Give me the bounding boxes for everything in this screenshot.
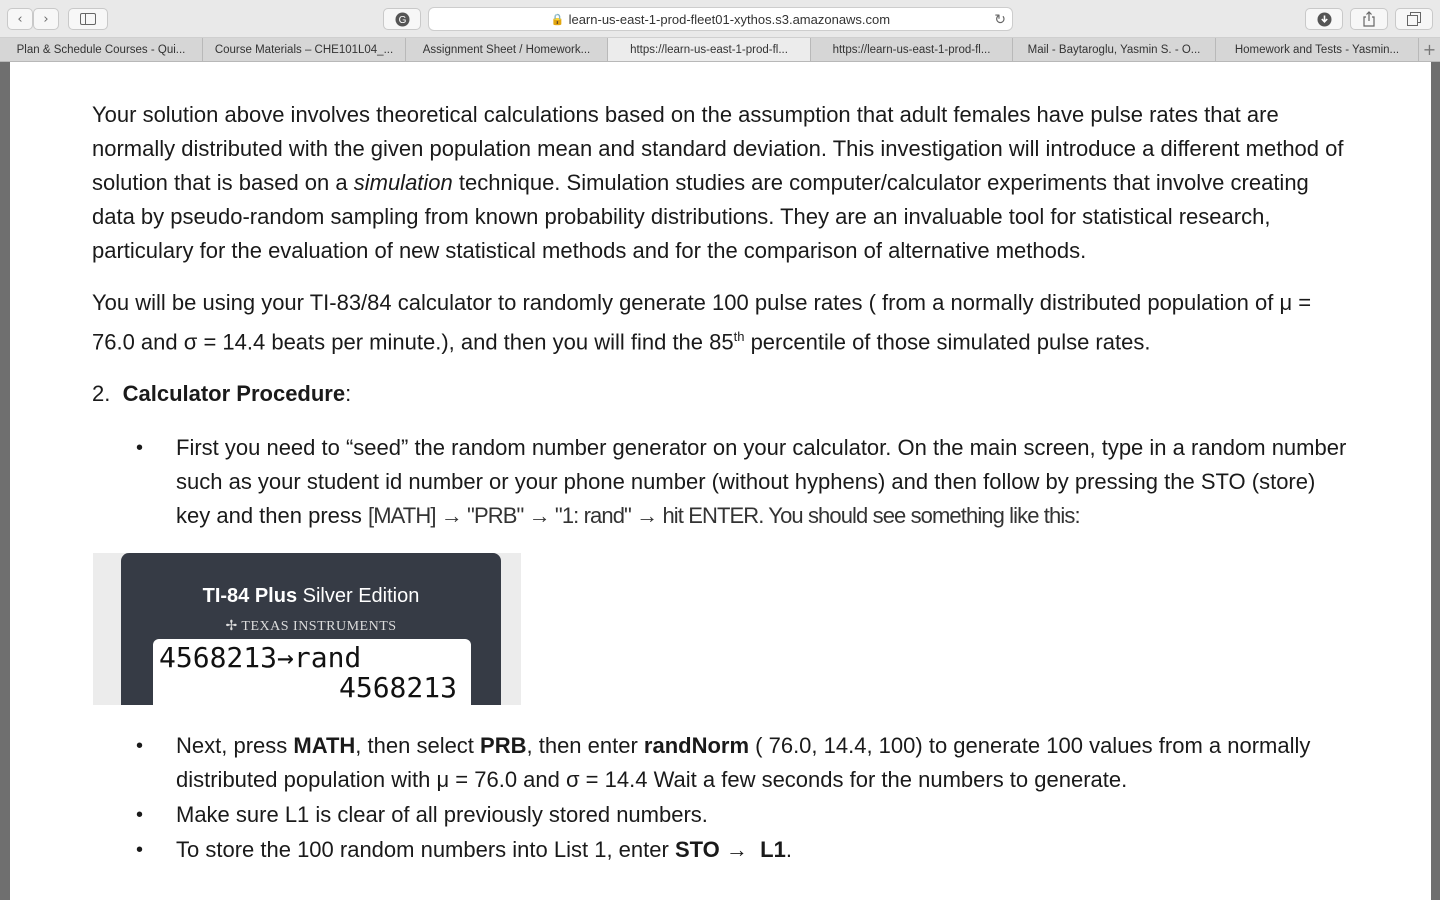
bullet-icon: • — [136, 804, 144, 827]
bullet-icon: • — [136, 735, 144, 758]
section-colon: : — [345, 381, 352, 407]
text-run: You will be using your TI-83/84 calculator to randomly generate 100 pulse rates ( from a normally distributed population of μ = 76.0 and σ = 14.4 beats per minute.), and then you will find the 85 — [92, 290, 1312, 355]
task-paragraph — [92, 286, 1354, 359]
tab-bar — [0, 38, 1440, 62]
forward-button[interactable] — [33, 8, 59, 30]
bold-text: PRB — [480, 733, 527, 759]
plus-icon: + — [1422, 40, 1437, 59]
text-run: Next, press — [176, 733, 294, 759]
text-run: First you need to “seed” the random number generator on your calculator. On the main screen, type in a random number such as your student id number or your phone number (without hyphens) and then follow by pressing the STO (store) key and then press — [176, 435, 1347, 529]
tab-overview-button[interactable] — [1395, 8, 1433, 30]
screen-line-input: 4568213→rand — [159, 641, 362, 675]
new-tab-button[interactable] — [1419, 38, 1440, 61]
procedure-list — [92, 729, 1354, 867]
calculator-body — [121, 553, 501, 705]
bullet-icon: • — [136, 437, 144, 460]
document-content — [92, 98, 1354, 867]
section-heading — [92, 377, 1354, 411]
screen-line-result: 4568213 — [338, 671, 457, 705]
tab-label: Plan & Schedule Courses - Qui... — [16, 43, 186, 56]
tab-label: Course Materials – CHE101L04_... — [214, 43, 394, 56]
list-item — [92, 833, 1354, 867]
text-run: , then enter — [526, 733, 644, 759]
lock-icon: 🔒 — [550, 13, 565, 26]
text-run: ( 76.0, 14.4, 100) to generate 100 values from a normally distributed population with μ = 76.0 and σ = 14.4 Wait a few seconds for the numbers to generate. — [176, 733, 1311, 793]
tab-label: https://learn-us-east-1-prod-fl... — [630, 43, 788, 56]
text-run: Your solution above involves theoretical calculations based on the assumption that adult females have pulse rates that are normally distributed with the given population mean and standard deviation. This investigation will introduce a different method of solution that is based on a — [92, 102, 1344, 195]
share-button[interactable] — [1350, 8, 1388, 30]
bold-text: STO → — [674, 837, 748, 863]
tab-course-materials[interactable] — [203, 38, 406, 61]
sidebar-toggle-button[interactable] — [68, 8, 108, 30]
text-run: Make sure L1 is clear of all previously stored numbers. — [176, 802, 708, 828]
address-bar[interactable] — [428, 7, 1013, 31]
share-icon — [1362, 11, 1376, 27]
tab-label: https://learn-us-east-1-prod-fl... — [832, 43, 991, 56]
intro-paragraph — [92, 98, 1354, 268]
tab-label: Homework and Tests - Yasmin... — [1234, 43, 1400, 56]
bold-text: L1 — [760, 837, 786, 863]
list-item — [92, 729, 1354, 797]
spacer — [748, 837, 760, 862]
document-page — [10, 62, 1431, 900]
texas-logo-icon: ✢ — [225, 619, 242, 635]
tab-label: Mail - Baytaroglu, Yasmin S. - O... — [1027, 43, 1201, 56]
calculator-screenshot — [93, 553, 521, 705]
text-run: percentile of those simulated pulse rates. — [744, 329, 1151, 355]
svg-text:G: G — [398, 14, 406, 26]
reload-icon[interactable]: ↻ — [994, 11, 1006, 27]
list-item — [92, 798, 1354, 832]
section-number: 2. — [92, 381, 111, 407]
emphasis-text: simulation — [353, 170, 453, 195]
calculator-model — [121, 579, 501, 613]
tabs-icon — [1407, 12, 1421, 26]
grammarly-icon — [395, 12, 410, 27]
sidebar-icon — [80, 13, 96, 25]
tab-learn-document[interactable] — [811, 38, 1013, 61]
text-run: [MATH] → "PRB" → "1: rand" → hit ENTER. You should see something like this: — [368, 503, 1080, 529]
procedure-list — [92, 431, 1354, 533]
text-run: . — [785, 837, 792, 863]
address-url: learn-us-east-1-prod-fleet01-xythos.s3.amazonaws.com — [568, 11, 891, 27]
tab-homework-tests[interactable] — [1216, 38, 1419, 61]
tab-mail[interactable] — [1013, 38, 1216, 61]
browser-toolbar — [0, 0, 1440, 38]
section-title: Calculator Procedure — [122, 381, 346, 407]
superscript-text: th — [733, 329, 745, 344]
download-icon — [1317, 12, 1332, 27]
chevron-left-icon: ‹ — [17, 11, 23, 27]
model-edition: Silver Edition — [297, 585, 420, 608]
tab-label: Assignment Sheet / Homework... — [422, 43, 591, 56]
text-run: To store the 100 random numbers into List 1, enter — [176, 837, 675, 863]
text-run: technique. Simulation studies are computer/calculator experiments that involve creating data by pseudo-random sampling from known probability distributions. They are an invaluable tool for statistical research, particulary for the evaluation of new statistical methods and for the comparison of alternative methods. — [92, 170, 1309, 263]
bullet-icon: • — [136, 839, 144, 862]
model-name: TI-84 Plus — [202, 585, 298, 608]
tab-assignment-sheet[interactable] — [406, 38, 608, 61]
bold-text: MATH — [293, 733, 356, 759]
extension-button[interactable] — [383, 8, 421, 30]
back-button[interactable] — [7, 8, 33, 30]
calculator-screen — [153, 639, 471, 705]
text-run: , then select — [355, 733, 481, 759]
tab-active-document[interactable] — [608, 38, 811, 61]
tab-plan-schedule[interactable] — [0, 38, 203, 61]
list-item — [92, 431, 1354, 533]
bold-text: randNorm — [643, 733, 750, 759]
downloads-button[interactable] — [1305, 8, 1343, 30]
chevron-right-icon: › — [43, 11, 49, 27]
brand-name: TEXAS INSTRUMENTS — [241, 619, 397, 635]
